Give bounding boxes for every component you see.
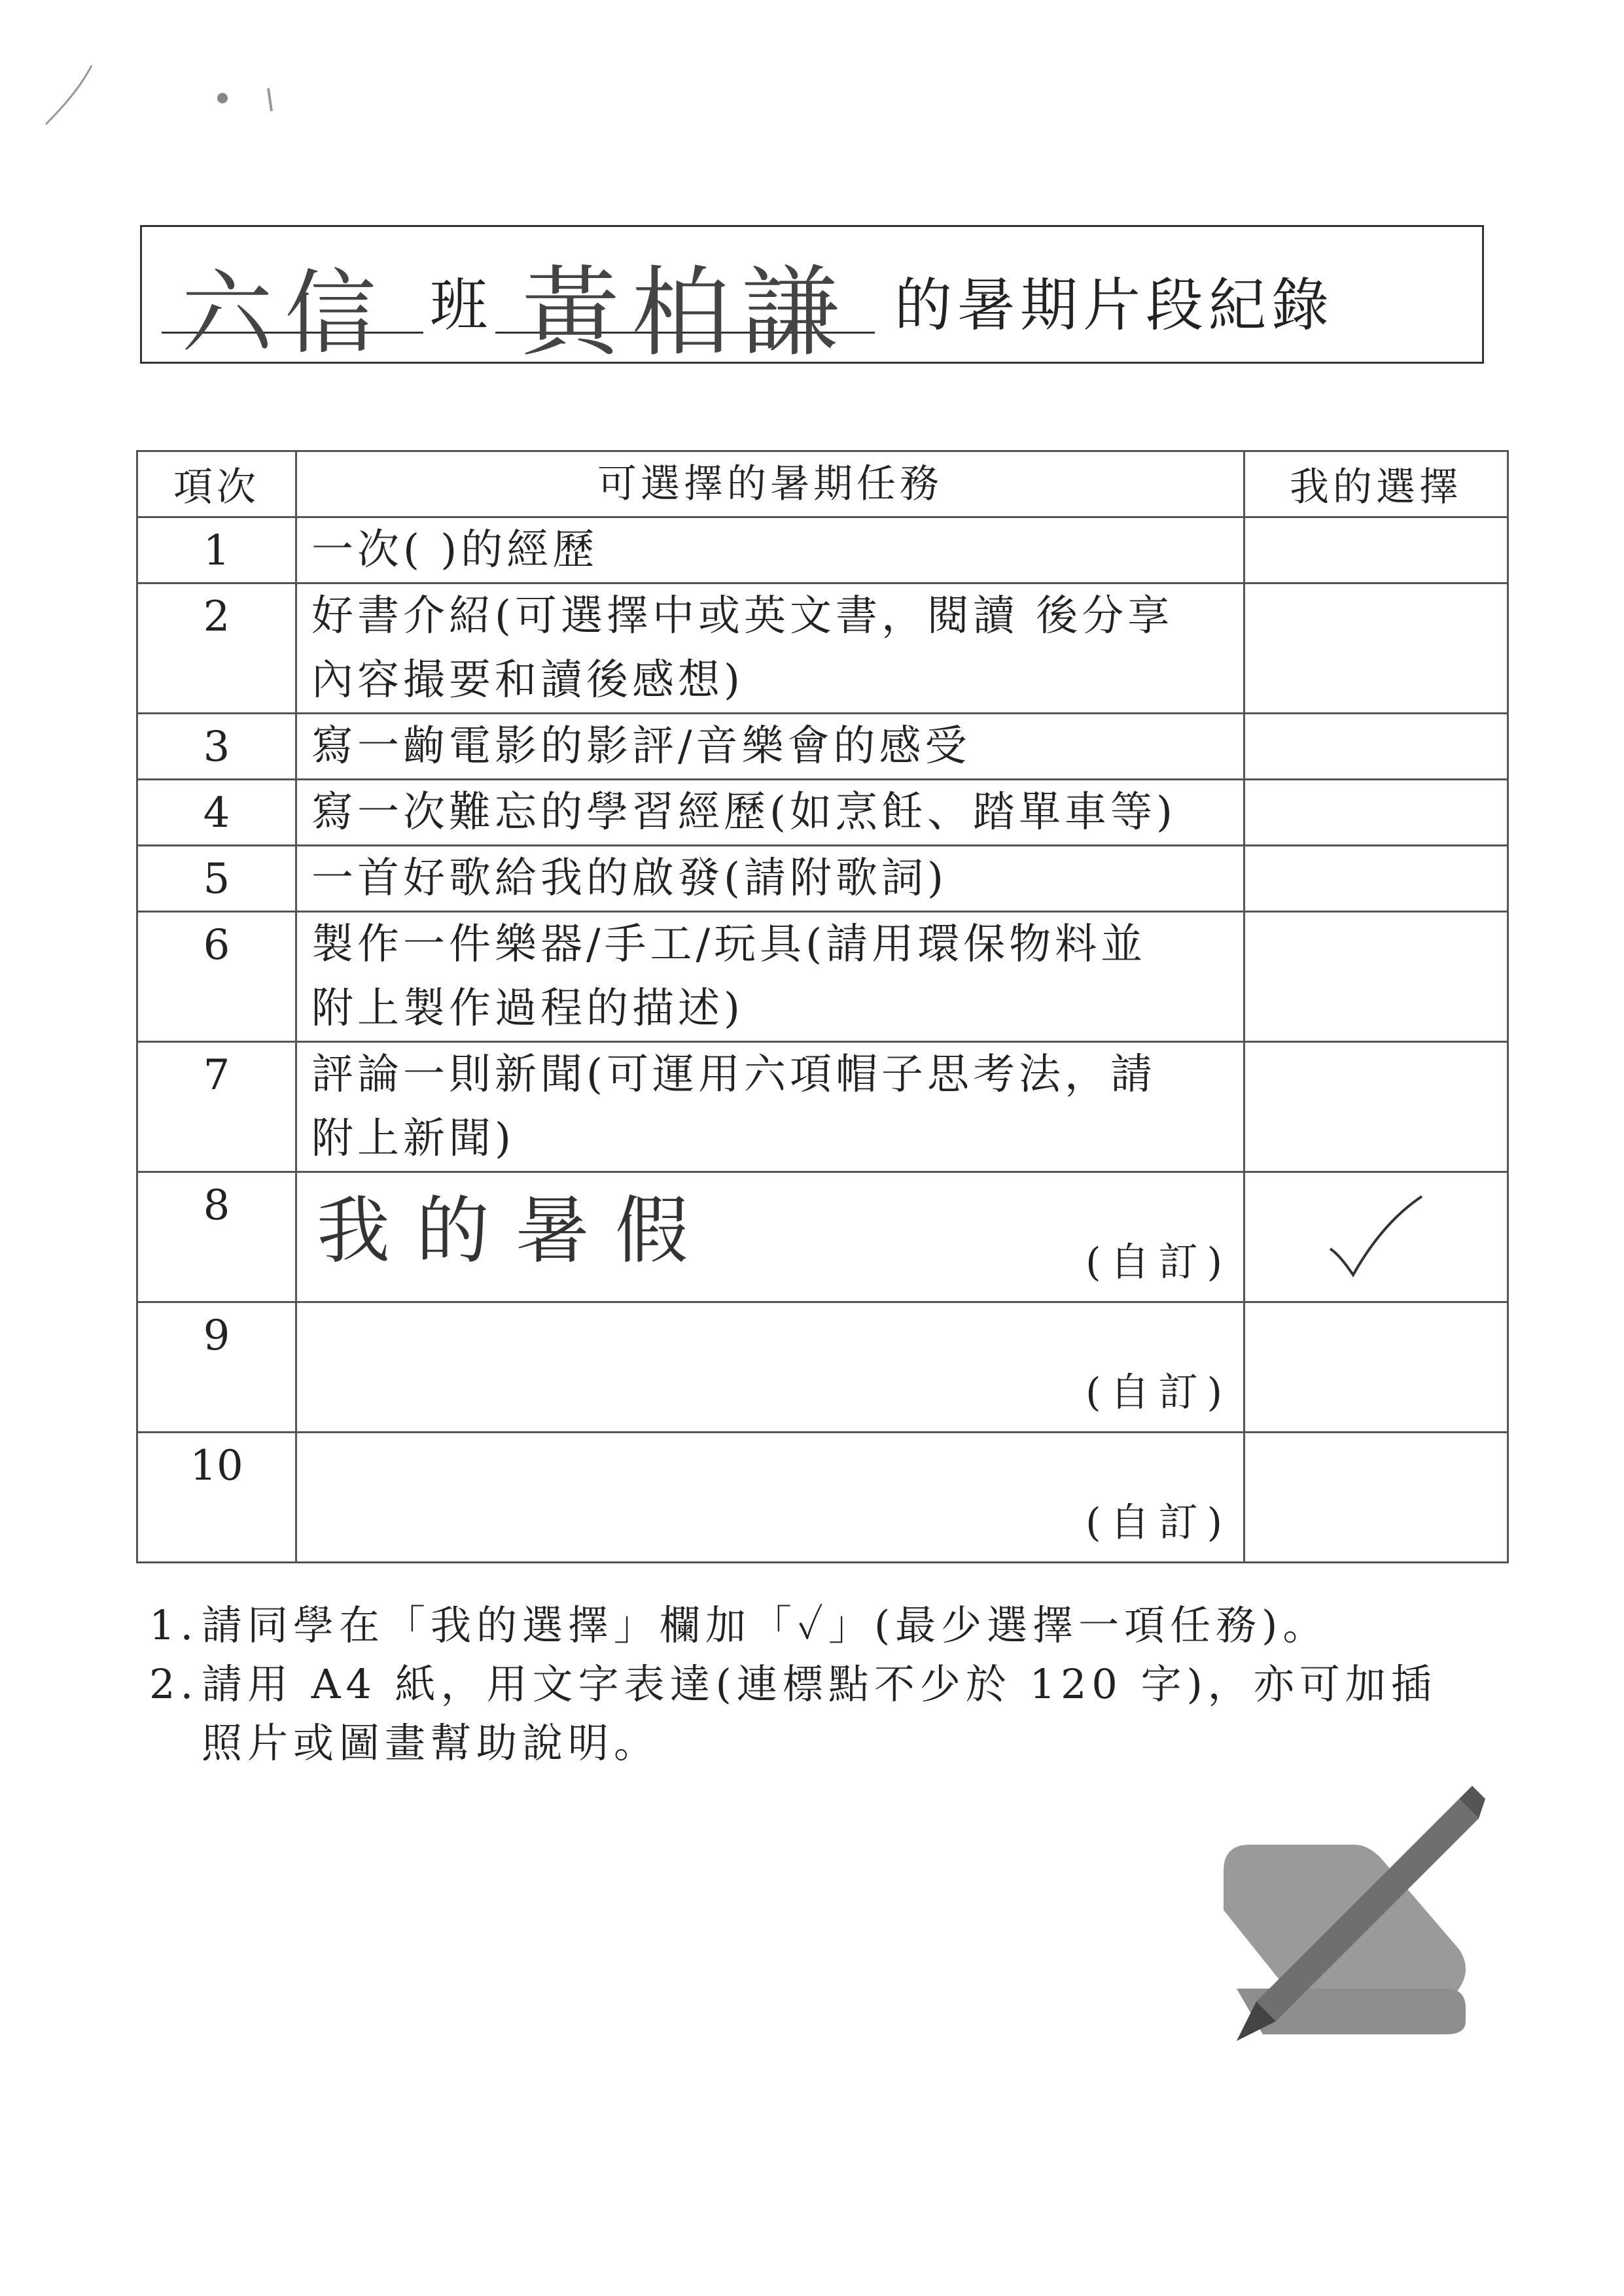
class-name-handwritten: 六信: [181, 260, 389, 367]
task-text: 一首好歌給我的啟發(請附歌詞): [296, 846, 1244, 912]
row-number: 2: [137, 583, 296, 714]
task-line: 附上製作過程的描述): [311, 984, 744, 1033]
choice-cell[interactable]: [1244, 1172, 1508, 1302]
task-text: [296, 912, 1244, 1042]
note-text-continued: 照片或圖畫幫助說明。: [202, 1719, 660, 1767]
table-header-row: [137, 451, 1508, 517]
self-defined-label: (自訂): [1086, 1240, 1231, 1285]
row-number: 10: [137, 1433, 296, 1563]
table-row: [137, 912, 1508, 1042]
note-item: [149, 1655, 1437, 1773]
task-text: [296, 1433, 1244, 1563]
note-number: 2.: [149, 1660, 199, 1708]
row-number: 1: [137, 517, 296, 583]
note-text: 請同學在「我的選擇」欄加「✓」(最少選擇一項任務)。: [202, 1601, 1329, 1649]
task-line: 評論一則新聞(可運用六項帽子思考法，請: [311, 1051, 1156, 1099]
choice-cell[interactable]: [1244, 714, 1508, 780]
row-number: 8: [137, 1172, 296, 1302]
student-name-handwritten: 黃柏謙: [521, 256, 852, 370]
row-number: 7: [137, 1042, 296, 1172]
task-table: [136, 450, 1509, 1563]
choice-cell[interactable]: [1244, 846, 1508, 912]
task-text: [296, 1302, 1244, 1433]
table-row: [137, 714, 1508, 780]
title-box: [140, 225, 1484, 370]
task-text: 寫一齣電影的影評/音樂會的感受: [296, 714, 1244, 780]
title-suffix-label: 的暑期片段紀錄: [894, 271, 1335, 339]
scan-mark: [26, 26, 288, 144]
task-text: [296, 583, 1244, 714]
choice-cell[interactable]: [1244, 583, 1508, 714]
choice-cell[interactable]: [1244, 1433, 1508, 1563]
header-item-no: 項次: [137, 451, 296, 517]
self-defined-label: (自訂): [1086, 1370, 1231, 1416]
table-row: [137, 517, 1508, 583]
header-tasks: 可選擇的暑期任務: [296, 451, 1244, 517]
row-number: 4: [137, 780, 296, 846]
task-line: 好書介紹(可選擇中或英文書，閱讀 後分享: [311, 592, 1174, 640]
table-row: [137, 846, 1508, 912]
table-row: [137, 1302, 1508, 1433]
table-row: [137, 1433, 1508, 1563]
header-my-choice: 我的選擇: [1244, 451, 1508, 517]
choice-cell[interactable]: [1244, 1302, 1508, 1433]
task-text: [296, 1042, 1244, 1172]
choice-cell[interactable]: [1244, 517, 1508, 583]
table-row: [137, 1172, 1508, 1302]
handwritten-task: 我的暑假: [317, 1189, 715, 1274]
table-row: [137, 780, 1508, 846]
task-line: 製作一件樂器/手工/玩具(請用環保物料並: [311, 920, 1147, 969]
table-row: [137, 583, 1508, 714]
task-line: 內容撮要和讀後感想): [311, 656, 744, 704]
row-number: 3: [137, 714, 296, 780]
self-defined-label: (自訂): [1086, 1500, 1231, 1546]
checkmark-icon: [1324, 1190, 1428, 1281]
choice-cell[interactable]: [1244, 780, 1508, 846]
task-line: 附上新聞): [311, 1115, 515, 1163]
task-text: 寫一次難忘的學習經歷(如烹飪、踏單車等): [296, 780, 1244, 846]
note-number: 1.: [149, 1601, 199, 1649]
row-number: 6: [137, 912, 296, 1042]
table-row: [137, 1042, 1508, 1172]
class-suffix-label: 班: [430, 271, 493, 339]
instructions: [149, 1596, 1437, 1773]
choice-cell[interactable]: [1244, 912, 1508, 1042]
note-item: [149, 1596, 1437, 1655]
note-text: 請用 A4 紙，用文字表達(連標點不少於 120 字)，亦可加插: [202, 1660, 1437, 1708]
task-text: [296, 1172, 1244, 1302]
task-text: 一次( )的經歷: [296, 517, 1244, 583]
row-number: 5: [137, 846, 296, 912]
pencil-note-icon: [1197, 1779, 1485, 2054]
row-number: 9: [137, 1302, 296, 1433]
choice-cell[interactable]: [1244, 1042, 1508, 1172]
